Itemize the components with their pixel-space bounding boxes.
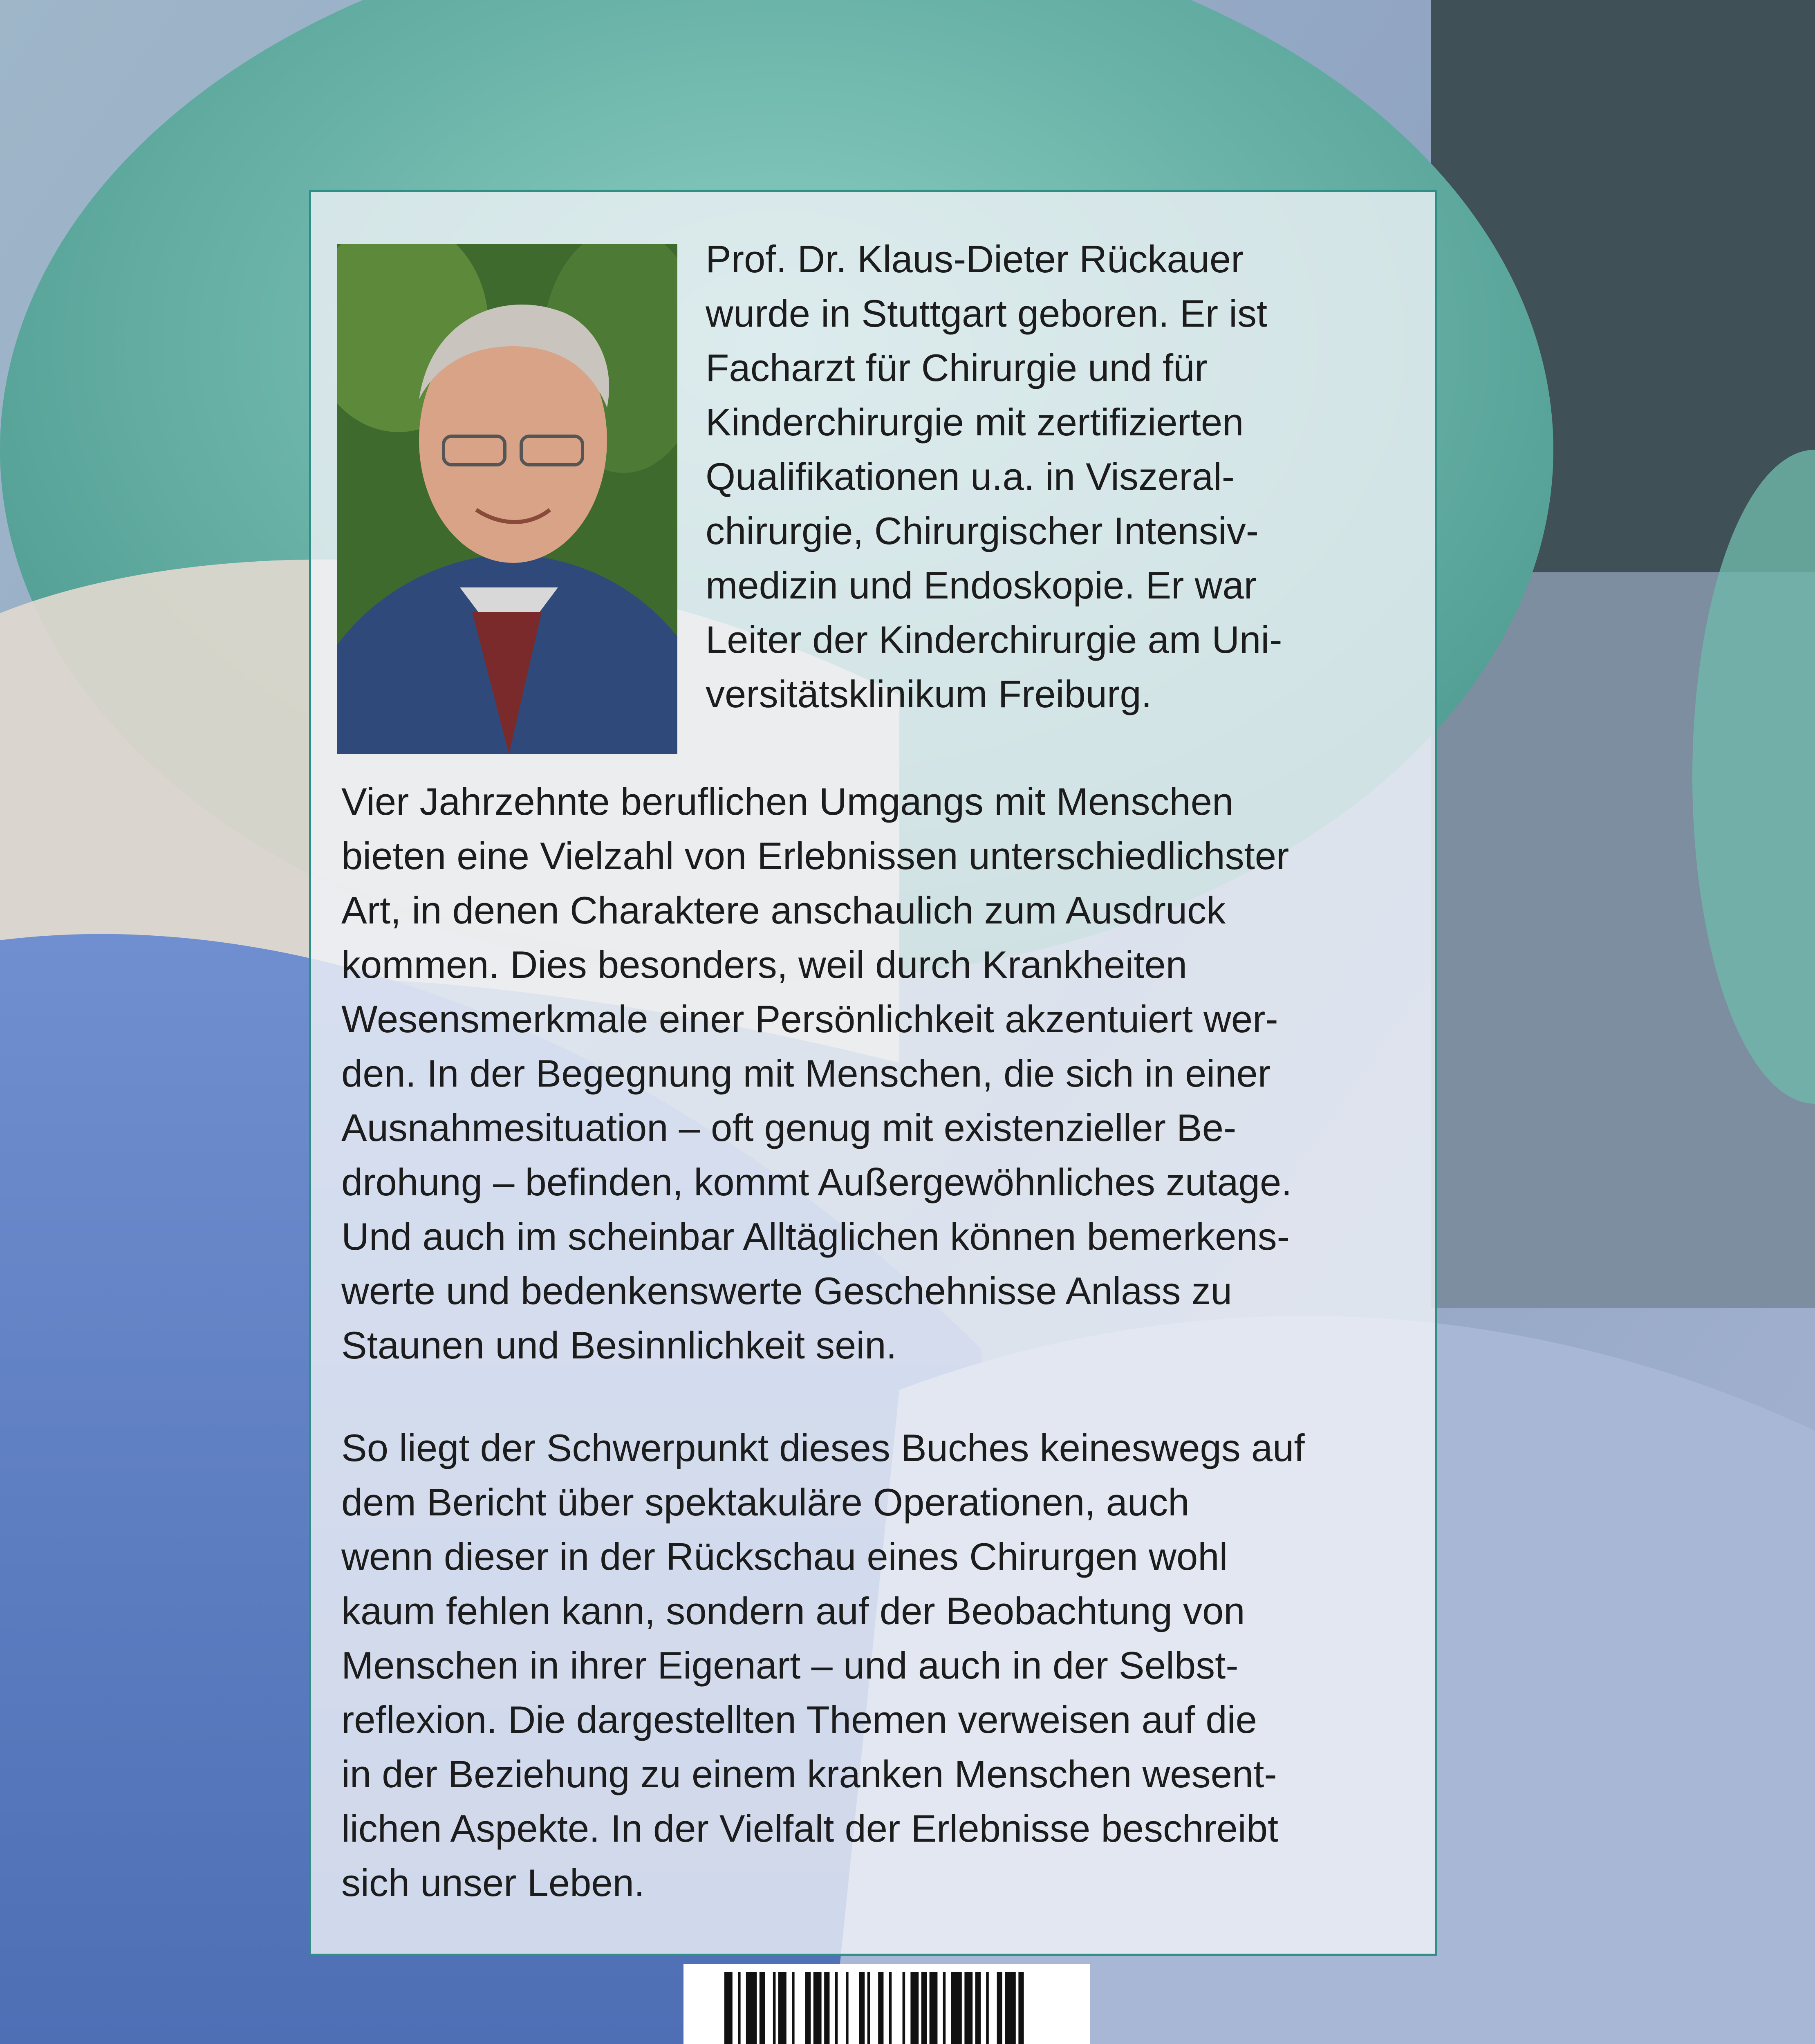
barcode-bar — [986, 1972, 989, 2044]
barcode-bar — [997, 1972, 1002, 2044]
barcode-bar — [738, 1972, 741, 2044]
barcode-bar — [805, 1972, 811, 2044]
paragraph-line: Und auch im scheinbar Alltäglichen können bemerkens- — [341, 1215, 1290, 1258]
paragraph-line: wenn dieser in der Rückschau eines Chirurgen wohl — [341, 1535, 1228, 1578]
paragraph-line: sich unser Leben. — [341, 1861, 645, 1904]
bio-line: Leiter der Kinderchirurgie am Uni- — [706, 618, 1282, 661]
description-panel — [309, 190, 1437, 1956]
description-paragraph-2 — [341, 1421, 1305, 1910]
barcode-bar — [975, 1972, 981, 2044]
paragraph-line: Art, in denen Charaktere anschaulich zum Ausdruck — [341, 889, 1226, 932]
bio-line: Qualifikationen u.a. in Viszeral- — [706, 455, 1235, 498]
barcode-bar — [867, 1972, 870, 2044]
bio-line: Facharzt für Chirurgie und für — [706, 346, 1208, 389]
paragraph-line: Staunen und Besinnlichkeit sein. — [341, 1324, 897, 1367]
barcode-bar — [792, 1972, 795, 2044]
barcode-bar — [1018, 1972, 1024, 2044]
paragraph-line: bieten eine Vielzahl von Erlebnissen unterschiedlichster — [341, 834, 1289, 877]
barcode-bar — [760, 1972, 765, 2044]
bio-line: chirurgie, Chirurgischer Intensiv- — [706, 509, 1259, 552]
barcode-bar — [951, 1972, 961, 2044]
barcode-bar — [921, 1972, 927, 2044]
barcode-bar — [889, 1972, 892, 2044]
barcode-bar — [778, 1972, 786, 2044]
bio-line: Kinderchirurgie mit zertifizierten — [706, 401, 1244, 444]
barcode-bar — [813, 1972, 822, 2044]
paragraph-line: Ausnahmesituation – oft genug mit existenzieller Be- — [341, 1106, 1237, 1149]
paragraph-line: in der Beziehung zu einem kranken Menschen wesent- — [341, 1753, 1277, 1795]
description-paragraph-1 — [341, 774, 1292, 1372]
bio-line: medizin und Endoskopie. Er war — [706, 564, 1257, 607]
barcode-bar — [824, 1972, 829, 2044]
barcode-bar — [1005, 1972, 1015, 2044]
paragraph-line: Wesensmerkmale einer Persönlichkeit akzentuiert wer- — [341, 997, 1278, 1040]
barcode-bar — [835, 1972, 838, 2044]
barcode-bar — [943, 1972, 946, 2044]
barcode-bar — [773, 1972, 776, 2044]
barcode-bar — [859, 1972, 865, 2044]
author-bio — [706, 232, 1282, 721]
paragraph-line: kommen. Dies besonders, weil durch Krankheiten — [341, 943, 1188, 986]
paragraph-line: Menschen in ihrer Eigenart – und auch in der Selbst- — [341, 1644, 1239, 1687]
author-photo — [337, 244, 677, 754]
barcode-bar — [878, 1972, 883, 2044]
paragraph-line: den. In der Begegnung mit Menschen, die sich in einer — [341, 1052, 1271, 1095]
barcode-bar — [724, 1972, 733, 2044]
paragraph-line: kaum fehlen kann, sondern auf der Beobachtung von — [341, 1589, 1245, 1632]
bio-line: wurde in Stuttgart geboren. Er ist — [706, 292, 1268, 335]
barcode-box — [683, 1964, 1090, 2044]
paragraph-line: lichen Aspekte. In der Vielfalt der Erlebnisse beschreibt — [341, 1807, 1279, 1850]
barcode-bar — [903, 1972, 905, 2044]
barcode-bar — [930, 1972, 938, 2044]
isbn-barcode — [708, 1972, 1068, 2044]
paragraph-line: dem Bericht über spektakuläre Operationen, auch — [341, 1481, 1190, 1524]
bio-line: versitätsklinikum Freiburg. — [706, 672, 1152, 715]
paragraph-line: Vier Jahrzehnte beruflichen Umgangs mit Menschen — [341, 780, 1234, 823]
barcode-bar — [746, 1972, 757, 2044]
paragraph-line: So liegt der Schwerpunkt dieses Buches keineswegs auf — [341, 1426, 1305, 1469]
bio-line: Prof. Dr. Klaus-Dieter Rückauer — [706, 238, 1244, 280]
barcode-bar — [846, 1972, 849, 2044]
paragraph-line: reflexion. Die dargestellten Themen verweisen auf die — [341, 1698, 1257, 1741]
barcode-bar — [964, 1972, 972, 2044]
barcode-bar — [910, 1972, 919, 2044]
paragraph-line: drohung – befinden, kommt Außergewöhnliches zutage. — [341, 1161, 1292, 1204]
paragraph-line: werte und bedenkenswerte Geschehnisse Anlass zu — [341, 1269, 1232, 1312]
